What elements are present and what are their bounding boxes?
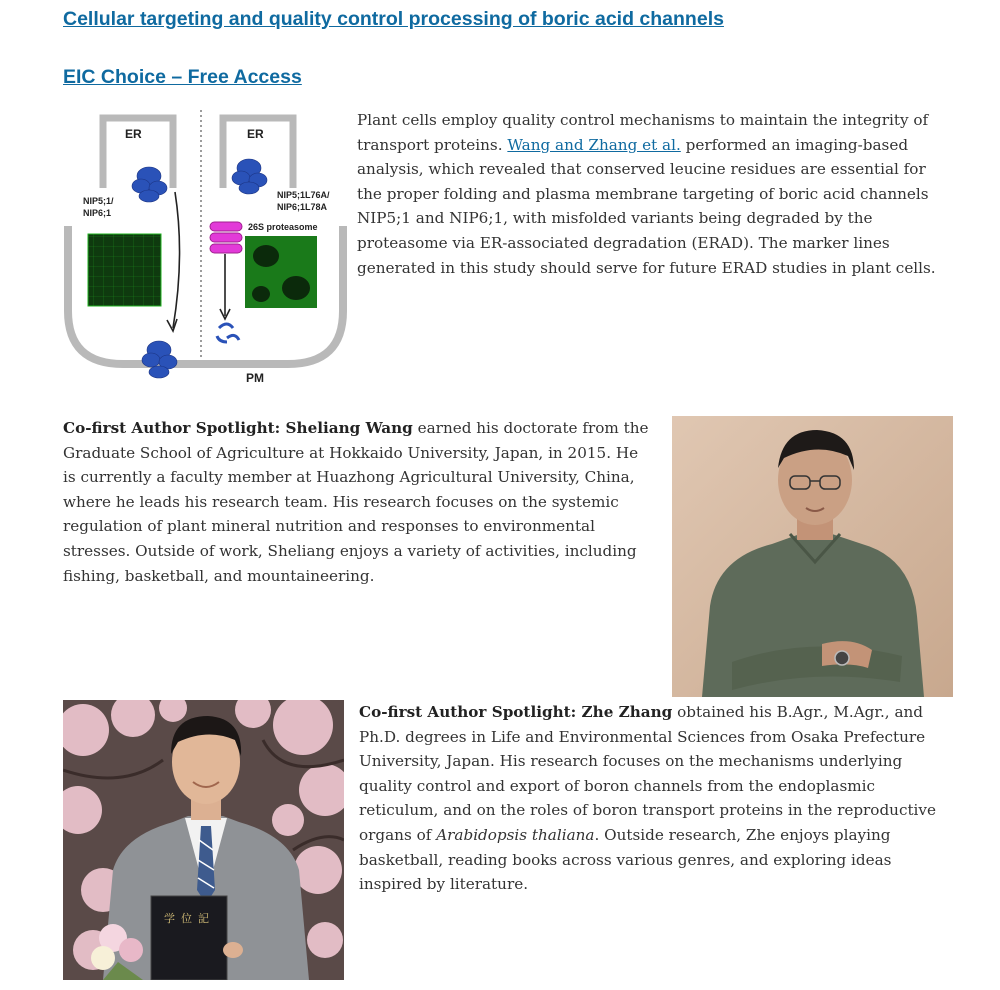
nip-label-left: NIP5;1/	[83, 196, 114, 206]
author-spotlight-zhang: Co-first Author Spotlight: Zhe Zhang obtained his B.Agr., M.Agr., and Ph.D. degrees in Life and Environmental Sciences from Osaka Prefecture University, Japan. His research focuses on the mechanisms underlying quality control and export of boron channels from the endoplasmic reticulum, and on the roles of boron transport proteins in the reproductive organs of Arabidopsis thaliana. Outside research, Zhe enjoys playing basketball, reading books across various genres, and exploring ideas inspired by literature.	[359, 703, 936, 894]
nip-label-right: NIP6;1L78A	[277, 202, 328, 212]
micrograph-left	[88, 234, 161, 306]
species-name: Arabidopsis thaliana	[436, 825, 595, 844]
protein-structure-icon	[232, 159, 267, 194]
certificate-text: 学位記	[164, 912, 215, 925]
article-summary: Plant cells employ quality control mechanisms to maintain the integrity of transport proteins. Wang and Zhang et al. performed an imaging-based analysis, which revealed that conserved leucine residues are essential for the proper folding and plasma membrane targeting of boric acid channels NIP5;1 and NIP6;1, with misfolded variants being degraded by the proteasome via ER-associated degradation (ERAD). The marker lines generated in this study should serve for future ERAD studies in plant cells.	[357, 111, 936, 277]
author-photo-wang	[672, 416, 953, 697]
author-photo-zhang	[63, 700, 344, 980]
graphical-abstract-figure	[63, 106, 348, 392]
proteasome-icon	[210, 222, 242, 253]
pm-label: PM	[246, 371, 264, 385]
spotlight-heading: Co-first Author Spotlight: Sheliang Wang	[63, 419, 413, 437]
protein-structure-icon	[142, 341, 177, 378]
authors-link[interactable]: Wang and Zhang et al.	[507, 135, 681, 154]
arrow-to-pm	[173, 192, 180, 328]
spotlight-heading: Co-first Author Spotlight: Zhe Zhang	[359, 703, 673, 721]
nip-label-left: NIP6;1	[83, 208, 112, 218]
er-label-left: ER	[125, 127, 142, 141]
degraded-protein-icon	[217, 324, 239, 342]
protein-structure-icon	[132, 167, 167, 202]
article-title[interactable]: Cellular targeting and quality control processing of boric acid channels	[63, 8, 724, 30]
author-spotlight-wang: Co-first Author Spotlight: Sheliang Wang earned his doctorate from the Graduate School of Agriculture at Hokkaido University, Japan, in 2015. He is currently a faculty member at Huazhong Agricultural University, China, where he leads his research team. His research focuses on the systemic regulation of plant mineral nutrition and responses to environmental stresses. Outside of work, Sheliang enjoys a variety of activities, including fishing, basketball, and mountaineering.	[63, 419, 649, 585]
er-label-right: ER	[247, 127, 264, 141]
section-link-eic-choice[interactable]: EIC Choice – Free Access	[63, 66, 302, 88]
proteasome-label: 26S proteasome	[248, 222, 318, 232]
nip-label-right: NIP5;1L76A/	[277, 190, 330, 200]
